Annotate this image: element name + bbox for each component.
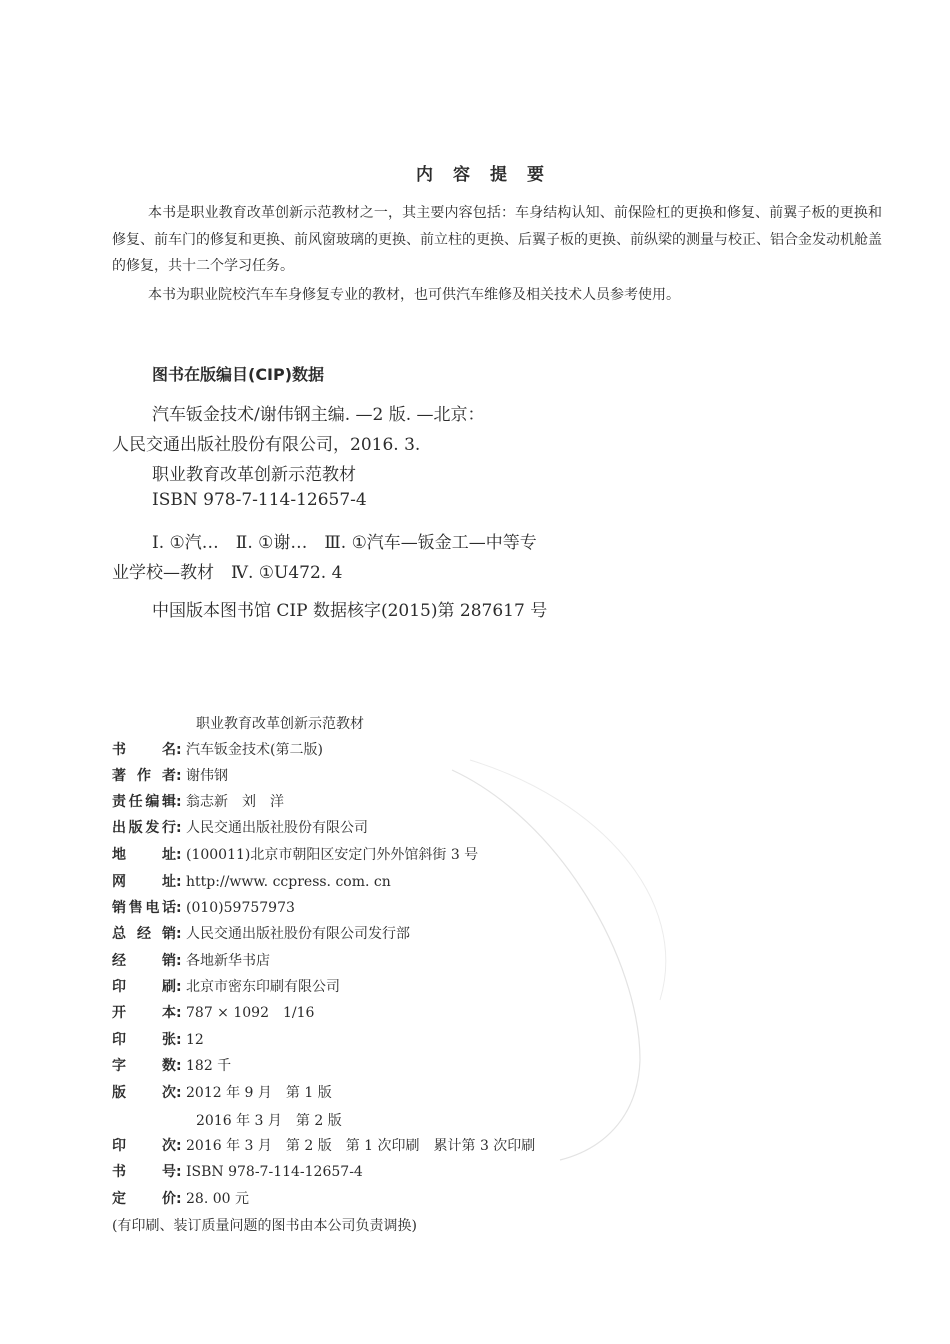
cip-line: 汽车钣金技术/谢伟钢主编. —2 版. —北京： <box>152 405 485 425</box>
colophon-row: 印次: 2016 年 3 月 第 2 版 第 1 次印刷 累计第 3 次印刷 <box>112 1134 535 1158</box>
colophon-row: 经销: 各地新华书店 <box>112 949 270 973</box>
colophon-label: 销售电话 <box>112 900 176 916</box>
cip-line: Ⅰ. ①汽… Ⅱ. ①谢… Ⅲ. ①汽车—钣金工—中等专 <box>152 533 537 553</box>
cip-line: 业学校—教材 Ⅳ. ①U472. 4 <box>112 563 343 583</box>
colophon-value: 翁志新 刘 洋 <box>186 794 284 810</box>
colophon-value: 2016 年 3 月 第 2 版 第 1 次印刷 累计第 3 次印刷 <box>186 1138 536 1154</box>
colophon-value: 谢伟钢 <box>186 768 228 784</box>
cip-line: ISBN 978-7-114-12657-4 <box>152 490 367 510</box>
colophon-value: http://www. ccpress. com. cn <box>186 874 391 890</box>
colophon-row: 印张: 12 <box>112 1028 204 1052</box>
quality-notice: (有印刷、装订质量问题的图书由本公司负责调换) <box>112 1218 417 1234</box>
colophon-row: 地址: (100011)北京市朝阳区安定门外外馆斜街 3 号 <box>112 843 478 867</box>
colophon-value: 182 千 <box>186 1058 232 1074</box>
colophon-row: 印刷: 北京市密东印刷有限公司 <box>112 975 340 999</box>
colophon-row: 开本: 787 × 1092 1/16 <box>112 1001 314 1025</box>
colophon-value: 人民交通出版社股份有限公司发行部 <box>186 926 410 942</box>
colophon-label: 网址 <box>112 874 176 890</box>
colophon-row: 字数: 182 千 <box>112 1054 231 1078</box>
colophon-label: 责任编辑 <box>112 794 176 810</box>
colophon-row: 总经销: 人民交通出版社股份有限公司发行部 <box>112 922 410 946</box>
colophon-label: 著作者 <box>112 768 176 784</box>
colophon-value: (100011)北京市朝阳区安定门外外馆斜街 3 号 <box>186 847 479 863</box>
colophon-row: 书名: 汽车钣金技术(第二版) <box>112 738 323 762</box>
colophon-value: 北京市密东印刷有限公司 <box>186 979 340 995</box>
colophon-row: 销售电话: (010)59757973 <box>112 896 295 920</box>
colophon-row: 著作者: 谢伟钢 <box>112 764 228 788</box>
colophon-value: 各地新华书店 <box>186 953 270 969</box>
colophon-row: 定价: 28. 00 元 <box>112 1187 249 1211</box>
series-name: 职业教育改革创新示范教材 <box>196 716 364 732</box>
colophon-value: ISBN 978-7-114-12657-4 <box>186 1164 363 1180</box>
colophon-label: 版次 <box>112 1085 176 1101</box>
colophon-row: 书号: ISBN 978-7-114-12657-4 <box>112 1160 363 1184</box>
colophon-label: 出版发行 <box>112 820 176 836</box>
colophon-value: 2012 年 9 月 第 1 版 <box>186 1085 332 1101</box>
colophon-value: 28. 00 元 <box>186 1191 249 1207</box>
cip-heading: 图书在版编目(CIP)数据 <box>152 365 325 384</box>
cip-line: 人民交通出版社股份有限公司，2016. 3. <box>112 435 421 455</box>
summary-title: 内容提要 <box>416 165 564 185</box>
summary-paragraph-2: 本书为职业院校汽车车身修复专业的教材，也可供汽车维修及相关技术人员参考使用。 <box>148 287 680 303</box>
colophon-value: 787 × 1092 1/16 <box>186 1005 315 1021</box>
colophon-label: 开本 <box>112 1005 176 1021</box>
colophon-label: 字数 <box>112 1058 176 1074</box>
edition-continued: 2016 年 3 月 第 2 版 <box>196 1113 342 1129</box>
colophon-value: 人民交通出版社股份有限公司 <box>186 820 368 836</box>
colophon-label: 书号 <box>112 1164 176 1180</box>
colophon-label: 总经销 <box>112 926 176 942</box>
colophon-label: 定价 <box>112 1191 176 1207</box>
colophon-label: 经销 <box>112 953 176 969</box>
colophon-label: 印次 <box>112 1138 176 1154</box>
summary-paragraph-1: 本书是职业教育改革创新示范教材之一，其主要内容包括：车身结构认知、前保险杠的更换和修复、前翼子板的更换和修复、前车门的修复和更换、前风窗玻璃的更换、前立柱的更换、后翼子板的更换、前纵梁的测量与校正、铝合金发动机舱盖的修复，共十二个学习任务。 <box>112 205 882 274</box>
colophon-row: 责任编辑: 翁志新 刘 洋 <box>112 790 284 814</box>
colophon-label: 书名 <box>112 742 176 758</box>
colophon-row: 版次: 2012 年 9 月 第 1 版 <box>112 1081 332 1105</box>
cip-line: 中国版本图书馆 CIP 数据核字(2015)第 287617 号 <box>152 601 548 621</box>
colophon-label: 印张 <box>112 1032 176 1048</box>
colophon-row: 出版发行: 人民交通出版社股份有限公司 <box>112 816 368 840</box>
colophon-value: 汽车钣金技术(第二版) <box>186 742 323 758</box>
colophon-row: 网址: http://www. ccpress. com. cn <box>112 870 391 894</box>
colophon-value: 12 <box>186 1032 204 1048</box>
colophon-label: 印刷 <box>112 979 176 995</box>
colophon-value: (010)59757973 <box>186 900 295 916</box>
cip-line: 职业教育改革创新示范教材 <box>152 465 356 485</box>
colophon-label: 地址 <box>112 847 176 863</box>
